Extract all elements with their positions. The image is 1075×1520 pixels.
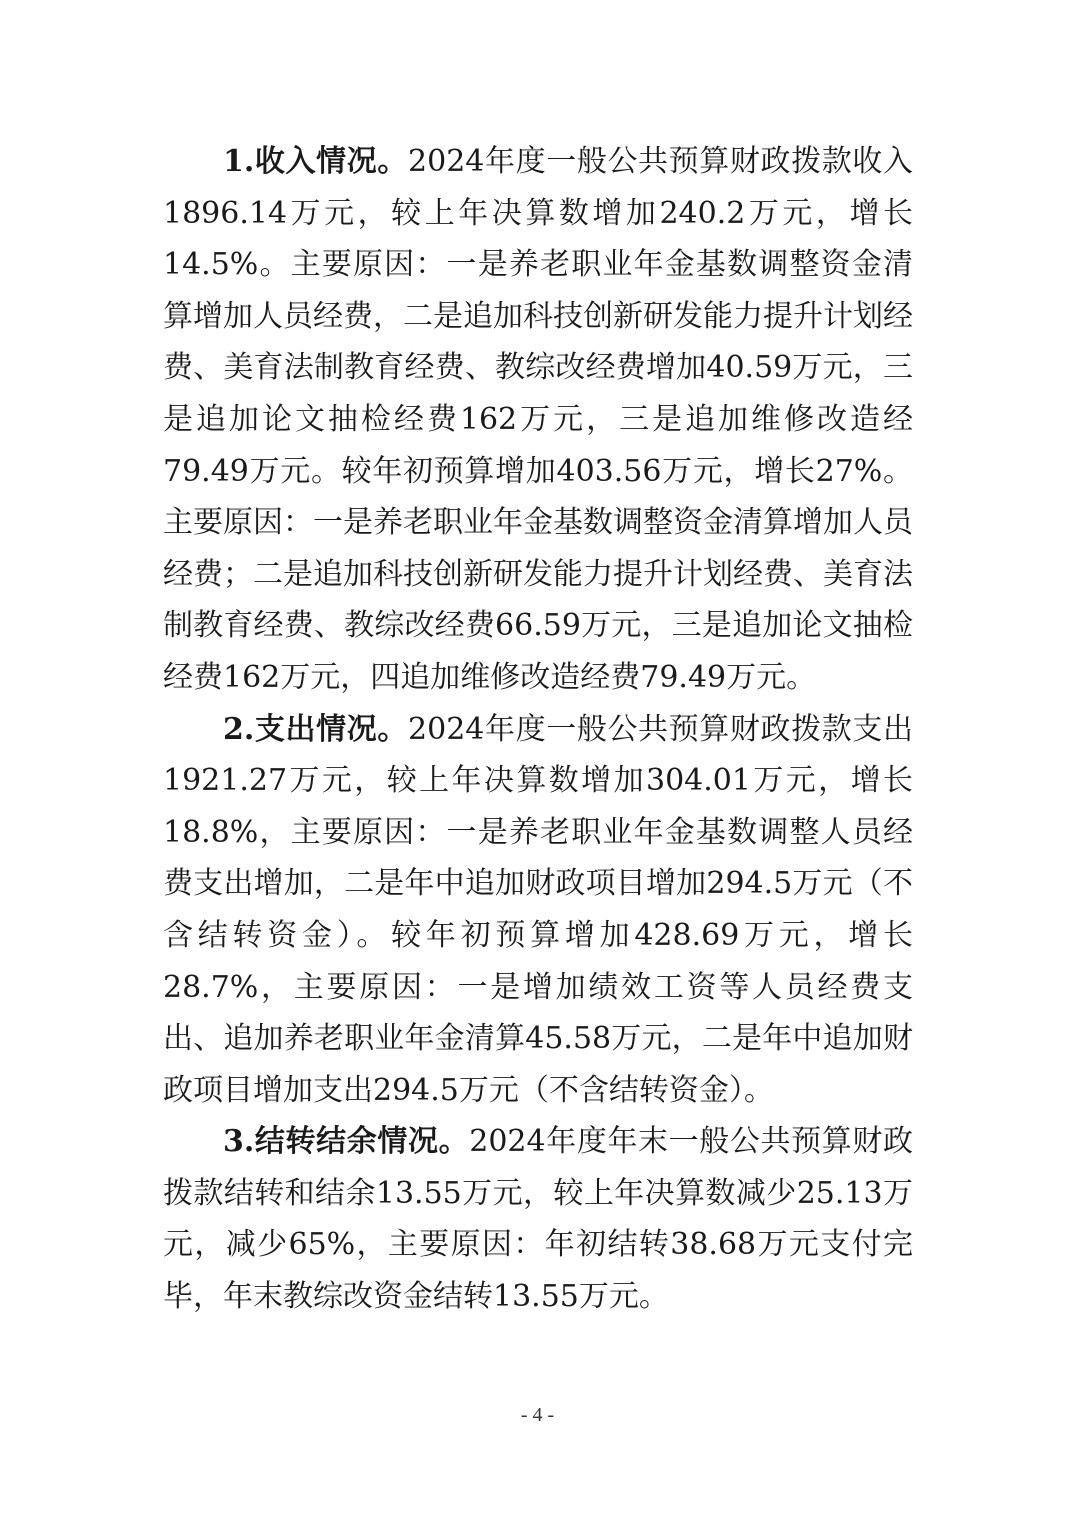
- document-body: [163, 136, 913, 1323]
- income-heading: 1.收入情况。: [223, 144, 409, 179]
- carryover-paragraph: [163, 1116, 913, 1322]
- income-paragraph: [163, 136, 913, 704]
- expenditure-text: 2024年度一般公共预算财政拨款支出1921.27万元，较上年决算数增加304.01万元，增长18.8%，主要原因：一是养老职业年金基数调整人员经费支出增加，二是年中追加财政项目增加294.5万元（不含结转资金）。较年初预算增加428.69万元，增长28.7%，主要原因：一是增加绩效工资等人员经费支出、追加养老职业年金清算45.58万元，二是年中追加财政项目增加支出294.5万元（不含结转资金）。: [163, 711, 913, 1108]
- carryover-text: 2024年度年末一般公共预算财政拨款结转和结余13.55万元，较上年决算数减少25.13万元，减少65%，主要原因：年初结转38.68万元支付完毕，年末教综改资金结转13.55万元。: [163, 1124, 913, 1315]
- income-text: 2024年度一般公共预算财政拨款收入1896.14万元，较上年决算数增加240.2万元，增长14.5%。主要原因：一是养老职业年金基数调整资金清算增加人员经费，二是追加科技创新研发能力提升计划经费、美育法制教育经费、教综改经费增加40.59万元，三是追加论文抽检经费162万元，三是追加维修改造经79.49万元。较年初预算增加403.56万元，增长27%。主要原因：一是养老职业年金基数调整资金清算增加人员经费；二是追加科技创新研发能力提升计划经费、美育法制教育经费、教综改经费66.59万元，三是追加论文抽检经费162万元，四追加维修改造经费79.49万元。: [163, 144, 913, 695]
- expenditure-heading: 2.支出情况。: [223, 711, 409, 747]
- page-number: - 4 -: [520, 1404, 555, 1426]
- expenditure-paragraph: [163, 704, 913, 1117]
- carryover-heading: 3.结转结余情况。: [223, 1124, 470, 1160]
